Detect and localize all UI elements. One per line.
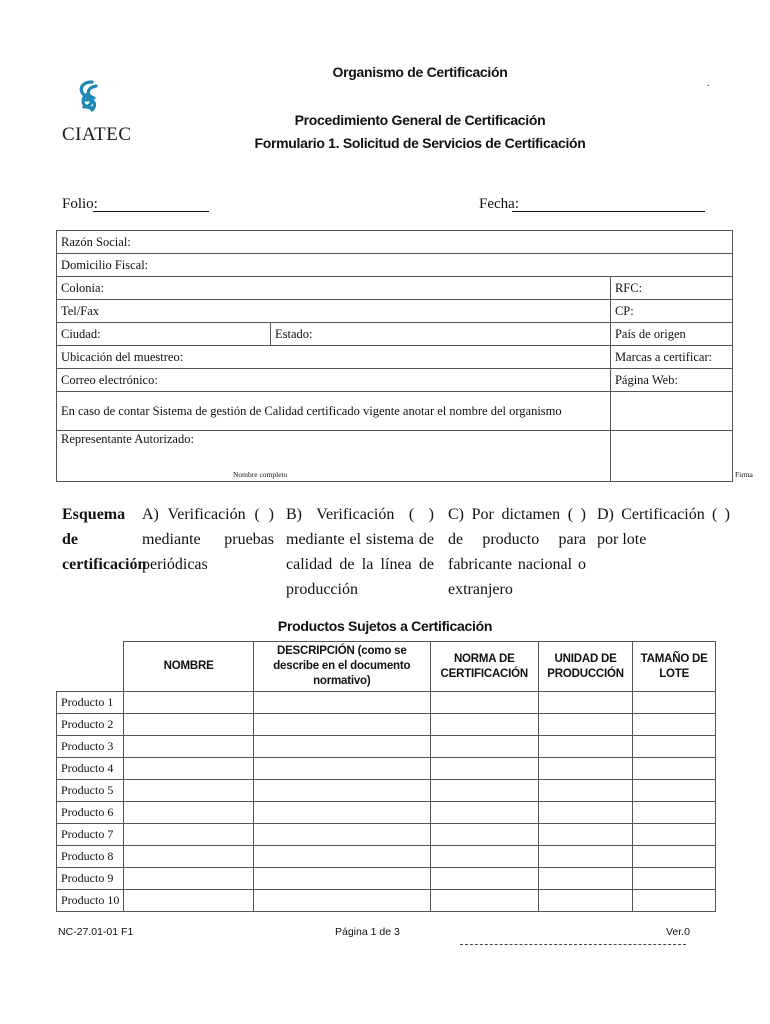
scheme-title: [62, 502, 147, 577]
product-cell[interactable]: [253, 692, 430, 714]
correo-field[interactable]: Correo electrónico:: [57, 369, 611, 392]
applicant-info-table: [56, 230, 753, 482]
product-cell[interactable]: [538, 802, 632, 824]
pais-field[interactable]: País de origen: [610, 323, 732, 346]
product-cell[interactable]: [253, 846, 430, 868]
table-row: [57, 780, 716, 802]
ubicacion-field[interactable]: Ubicación del muestreo:: [57, 346, 611, 369]
product-cell[interactable]: [253, 824, 430, 846]
scheme-option-c[interactable]: C) Por dictamen ( ) de producto para fabricante nacional o extranjero: [448, 506, 586, 598]
product-cell[interactable]: [253, 758, 430, 780]
representante-field[interactable]: Representante Autorizado: Nombre completo: [57, 431, 611, 482]
product-cell[interactable]: [538, 758, 632, 780]
product-cell[interactable]: [253, 802, 430, 824]
footer-page: Página 1 de 3: [335, 926, 400, 938]
product-cell[interactable]: [253, 736, 430, 758]
product-cell[interactable]: [124, 714, 254, 736]
product-cell[interactable]: [538, 736, 632, 758]
product-cell[interactable]: [430, 758, 538, 780]
razon-social-field[interactable]: Razón Social:: [57, 231, 733, 254]
product-cell[interactable]: [430, 780, 538, 802]
product-cell[interactable]: [253, 868, 430, 890]
product-cell[interactable]: [538, 714, 632, 736]
footer-code: NC-27.01-01 F1: [58, 926, 134, 938]
col-norma: NORMA DE CERTIFICACIÓN: [430, 642, 538, 692]
firma-field[interactable]: [610, 431, 753, 482]
scheme-option-d[interactable]: D) Certificación ( ) por lote: [597, 506, 730, 548]
products-table: [56, 641, 716, 912]
marcas-field[interactable]: Marcas a certificar:: [610, 346, 732, 369]
product-cell[interactable]: [430, 824, 538, 846]
firma-caption: Firma: [734, 470, 753, 479]
product-cell[interactable]: [633, 890, 716, 912]
sgc-field[interactable]: [610, 392, 732, 431]
scheme-option-a[interactable]: A) Verificación ( ) mediante pruebas periódicas: [142, 506, 274, 573]
product-cell[interactable]: [253, 890, 430, 912]
product-cell[interactable]: [124, 890, 254, 912]
product-cell[interactable]: [633, 846, 716, 868]
telfax-field[interactable]: Tel/Fax: [57, 300, 611, 323]
logo-name: CIATEC: [62, 124, 132, 145]
estado-field[interactable]: Estado:: [271, 323, 611, 346]
scheme-title-line2: certificación: [62, 556, 147, 573]
product-cell[interactable]: [124, 692, 254, 714]
table-row: [57, 868, 716, 890]
colonia-field[interactable]: Colonia:: [57, 277, 611, 300]
product-cell[interactable]: [633, 714, 716, 736]
product-cell[interactable]: [124, 780, 254, 802]
product-cell[interactable]: [430, 692, 538, 714]
folio-label: Folio:: [62, 196, 98, 212]
product-cell[interactable]: [633, 780, 716, 802]
product-cell[interactable]: [633, 692, 716, 714]
product-row-label: Producto 6: [57, 802, 124, 824]
product-cell[interactable]: [538, 824, 632, 846]
table-row: [57, 824, 716, 846]
product-cell[interactable]: [124, 802, 254, 824]
col-unidad: UNIDAD DE PRODUCCIÓN: [538, 642, 632, 692]
col-nombre: NOMBRE: [124, 642, 254, 692]
nombre-completo-caption: Nombre completo: [233, 470, 288, 479]
product-cell[interactable]: [253, 780, 430, 802]
product-cell[interactable]: [430, 890, 538, 912]
product-row-label: Producto 2: [57, 714, 124, 736]
procedure-title: Procedimiento General de Certificación: [294, 112, 546, 128]
table-row: [57, 846, 716, 868]
ciudad-field[interactable]: Ciudad:: [57, 323, 271, 346]
domicilio-field[interactable]: Domicilio Fiscal:: [57, 254, 733, 277]
footer-dashed-line: [460, 944, 686, 945]
product-row-label: Producto 3: [57, 736, 124, 758]
product-cell[interactable]: [538, 692, 632, 714]
product-row-label: Producto 7: [57, 824, 124, 846]
product-cell[interactable]: [430, 714, 538, 736]
product-cell[interactable]: [538, 846, 632, 868]
product-row-label: Producto 8: [57, 846, 124, 868]
product-cell[interactable]: [633, 824, 716, 846]
form-title: Formulario 1. Solicitud de Servicios de Certificación: [254, 135, 586, 151]
product-row-label: Producto 9: [57, 868, 124, 890]
product-cell[interactable]: [430, 802, 538, 824]
web-field[interactable]: Página Web:: [610, 369, 732, 392]
scheme-title-line1: Esquema de: [62, 506, 126, 548]
organization-title: Organismo de Certificación: [332, 64, 508, 80]
cp-field[interactable]: CP:: [610, 300, 732, 323]
folio-field[interactable]: [93, 197, 209, 212]
product-cell[interactable]: [633, 758, 716, 780]
product-row-label: Producto 4: [57, 758, 124, 780]
table-row: [57, 736, 716, 758]
product-cell[interactable]: [253, 714, 430, 736]
table-row: [57, 692, 716, 714]
corner-mark: .: [707, 78, 710, 89]
table-row: [57, 758, 716, 780]
col-tamano: TAMAÑO DE LOTE: [633, 642, 716, 692]
product-cell[interactable]: [124, 736, 254, 758]
sgc-label: En caso de contar Sistema de gestión de Calidad certificado vigente anotar el nombre del organismo: [57, 392, 611, 431]
product-cell[interactable]: [633, 868, 716, 890]
product-row-label: Producto 10: [57, 890, 124, 912]
product-cell[interactable]: [124, 846, 254, 868]
product-cell[interactable]: [124, 868, 254, 890]
col-descripcion: DESCRIPCIÓN (como se describe en el documento normativo): [253, 642, 430, 692]
product-cell[interactable]: [633, 802, 716, 824]
product-cell[interactable]: [430, 736, 538, 758]
products-title: Productos Sujetos a Certificación: [277, 618, 493, 634]
product-cell[interactable]: [538, 890, 632, 912]
product-row-label: Producto 1: [57, 692, 124, 714]
table-row: [57, 714, 716, 736]
footer-version: Ver.0: [666, 926, 690, 938]
product-cell[interactable]: [538, 780, 632, 802]
product-cell[interactable]: [633, 736, 716, 758]
scheme-option-b[interactable]: B) Verificación ( ) mediante el sistema de calidad de la línea de producción: [286, 506, 434, 598]
product-cell[interactable]: [538, 868, 632, 890]
product-cell[interactable]: [124, 824, 254, 846]
table-row: [57, 890, 716, 912]
product-cell[interactable]: [430, 868, 538, 890]
rfc-field[interactable]: RFC:: [610, 277, 732, 300]
product-row-label: Producto 5: [57, 780, 124, 802]
product-cell[interactable]: [124, 758, 254, 780]
corner-cell: [57, 642, 124, 692]
product-cell[interactable]: [430, 846, 538, 868]
table-row: [57, 802, 716, 824]
fecha-label: Fecha:: [479, 196, 519, 212]
fecha-field[interactable]: [512, 197, 705, 212]
